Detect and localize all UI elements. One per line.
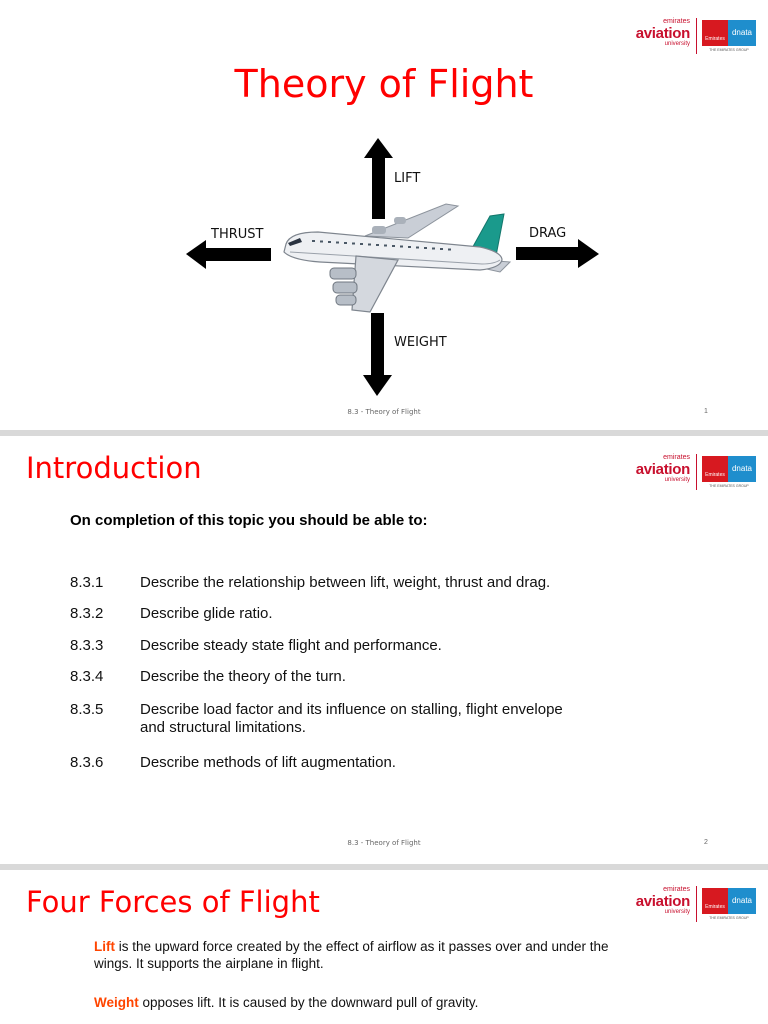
- slide-footer: 8.3 - Theory of Flight: [347, 408, 421, 416]
- emirates-logo: Emirates: [702, 20, 728, 46]
- slide-title: Theory of Flight: [234, 62, 534, 106]
- slide-1: [0, 0, 768, 430]
- page-number: 1: [704, 408, 708, 415]
- eau-logo: emirates aviation university Emirates dnata THE EMIRATES GROUP: [630, 18, 760, 58]
- page-number: 2: [704, 839, 708, 846]
- weight-arrow: [363, 313, 392, 396]
- drag-label: DRAG: [529, 226, 567, 241]
- slide-title: Four Forces of Flight: [26, 885, 320, 919]
- lift-label: LIFT: [394, 171, 421, 186]
- thrust-label: THRUST: [211, 227, 264, 242]
- weight-paragraph: Weight opposes lift. It is caused by the downward pull of gravity.: [94, 995, 479, 1010]
- dnata-logo: dnata: [728, 456, 756, 482]
- lift-arrow: [364, 138, 393, 219]
- dnata-logo: dnata: [728, 20, 756, 46]
- slide-2: Introduction emirates aviation university Emirates dnata THE EMIRATES GROUP On completion of this topic you should be able to: 8.3.1 Describe the relationship between lift, weight, thrust and drag. 8.3.2 Describe glide ratio. 8.3.3 Describe steady state flight and performance. 8.3.4 Describe the theory of the turn. 8.3.5 Describe load factor and its influence on stalling, flight envelope and structural limitations. 8.3.6 Describe methods of lift augmentation. 8.3 - Theory of Flight 2: [0, 436, 768, 864]
- weight-label: WEIGHT: [394, 335, 447, 350]
- slide-title: Introduction: [26, 451, 202, 485]
- dnata-logo: dnata: [728, 888, 756, 914]
- lift-keyword: Lift: [94, 939, 115, 954]
- four-forces-diagram: [0, 0, 768, 430]
- drag-arrow: [516, 239, 599, 268]
- eau-logo: emirates aviation university Emirates dnata THE EMIRATES GROUP: [630, 454, 760, 494]
- emirates-logo: Emirates: [702, 456, 728, 482]
- emirates-logo: Emirates: [702, 888, 728, 914]
- weight-keyword: Weight: [94, 995, 139, 1010]
- thrust-arrow: [186, 240, 271, 269]
- slide-footer: 8.3 - Theory of Flight: [347, 839, 421, 847]
- eau-logo: emirates aviation university Emirates dnata THE EMIRATES GROUP: [630, 886, 760, 926]
- airplane-illustration: [284, 204, 510, 312]
- objectives-heading: On completion of this topic you should be able to:: [70, 512, 428, 529]
- slide-3: [0, 870, 768, 1024]
- lift-paragraph: Lift is the upward force created by the effect of airflow as it passes over and under the wings. It supports the airplane in flight.: [94, 939, 609, 971]
